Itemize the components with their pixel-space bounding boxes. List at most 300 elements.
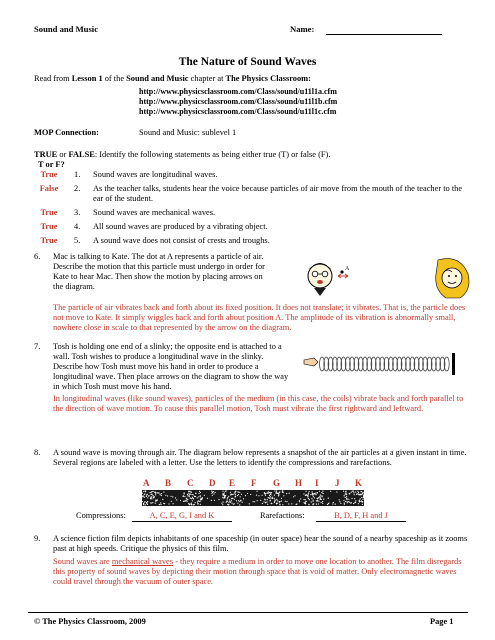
air-particle [241, 494, 242, 495]
region-letter: F [251, 478, 257, 488]
question-9-number: 9. [34, 534, 41, 543]
air-particle [267, 504, 268, 505]
air-particle [270, 496, 271, 497]
rarefactions-answer[interactable] [316, 511, 406, 522]
air-particle [333, 502, 334, 503]
mac-face-icon [308, 263, 332, 296]
air-particle [346, 498, 347, 499]
air-particle [359, 494, 360, 495]
air-particle [282, 491, 283, 492]
region-letter: H [295, 478, 303, 488]
air-particle [191, 504, 192, 505]
air-particle [152, 495, 153, 496]
air-particle [199, 493, 200, 494]
air-particle [363, 492, 364, 493]
tf-answer: True [40, 236, 58, 245]
air-particle [198, 496, 199, 497]
air-particle [317, 492, 318, 493]
air-particle [187, 494, 188, 495]
tf-instr-rest: : Identify the following statements as being either true (T) or false (F). [94, 150, 331, 159]
air-particle [322, 503, 323, 504]
air-particle [157, 492, 158, 493]
air-particle [267, 499, 268, 500]
air-particle [187, 495, 188, 496]
air-particle [146, 502, 147, 503]
air-particle [151, 491, 152, 492]
air-particle [223, 493, 224, 494]
air-particle [321, 499, 322, 500]
air-particle [316, 504, 317, 505]
air-particle [296, 503, 297, 504]
tf-statement: Sound waves are longitudinal waves. [93, 170, 218, 179]
air-particle [236, 500, 237, 501]
air-particle [312, 494, 313, 495]
air-particle [355, 491, 356, 492]
air-particle [313, 493, 314, 494]
air-particle [240, 500, 241, 501]
mechanical-waves-link[interactable]: mechanical waves [111, 557, 173, 566]
air-particle [271, 503, 272, 504]
air-particle [146, 496, 147, 497]
air-particle [188, 491, 189, 492]
air-particle [230, 492, 231, 493]
air-particle [160, 504, 161, 505]
air-particle [340, 503, 341, 504]
air-particle [345, 491, 346, 492]
air-particle [358, 494, 359, 495]
air-particle [299, 501, 300, 502]
air-particle [233, 504, 234, 505]
air-particle [311, 501, 312, 502]
air-particle [268, 492, 269, 493]
air-particle [183, 501, 184, 502]
air-particle [300, 498, 301, 499]
air-particle [173, 503, 174, 504]
air-particle [187, 499, 188, 500]
rarefactions-label: Rarefactions: [260, 511, 305, 520]
air-particle [314, 497, 315, 498]
air-particle [339, 501, 340, 502]
air-particle [274, 499, 275, 500]
air-particle [250, 494, 251, 495]
air-particle [362, 504, 363, 505]
tf-number: 1. [74, 170, 81, 179]
region-letter: A [143, 478, 150, 488]
air-particle [282, 504, 283, 505]
air-particle [308, 494, 309, 495]
question-7-answer: In longitudinal waves (like sound waves), particles of the medium (in this case, the coils) vibrate back and forth parallel to the direction of wave motion. To cause this parallel motion, Tosh must vibrate the first rightward and leftward. [53, 394, 464, 414]
air-particle [353, 503, 354, 504]
air-particle [343, 491, 344, 492]
air-particle [307, 496, 308, 497]
air-particle [239, 501, 240, 502]
air-particle [276, 499, 277, 500]
air-particle [320, 496, 321, 497]
air-particle [356, 494, 357, 495]
air-particle [207, 498, 208, 499]
air-particle [200, 504, 201, 505]
air-particle [189, 495, 190, 496]
air-particle [360, 498, 361, 499]
air-particle [222, 491, 223, 492]
air-particle [320, 498, 321, 499]
air-particle [345, 493, 346, 494]
air-particle [231, 503, 232, 504]
air-particle [277, 503, 278, 504]
question-9-text: A science fiction film depicts inhabitants of one spaceship (in outer space) hear the sound of a nearby spaceship as it zooms past at high speeds. Critique the physics of this film. [53, 534, 468, 554]
air-particle [269, 495, 270, 496]
air-particle [167, 495, 168, 496]
air-particle [343, 500, 344, 501]
air-particle [211, 491, 212, 492]
air-particle [226, 502, 227, 503]
air-particle [146, 495, 147, 496]
air-particle [195, 502, 196, 503]
air-particle [211, 500, 212, 501]
air-particle [198, 501, 199, 502]
air-particle [151, 498, 152, 499]
air-particle [168, 503, 169, 504]
tf-answer: True [40, 208, 58, 217]
footer-copyright: © The Physics Classroom, 2009 [34, 617, 146, 626]
air-particle [193, 494, 194, 495]
air-particle [165, 495, 166, 496]
url-link[interactable]: http://www.physicsclassroom.com/Class/sound/u11l1c.cfm [139, 107, 337, 116]
air-particle [161, 493, 162, 494]
air-particle [235, 491, 236, 492]
air-particle [277, 500, 278, 501]
intro-chapter: Sound and Music [126, 74, 189, 83]
air-particle [362, 499, 363, 500]
air-particle [355, 502, 356, 503]
air-particle [156, 500, 157, 501]
air-particle [272, 497, 273, 498]
air-particle [237, 503, 238, 504]
air-particle [183, 495, 184, 496]
air-particle [313, 503, 314, 504]
air-particle [281, 498, 282, 499]
air-particle [266, 501, 267, 502]
air-particle [143, 495, 144, 496]
tf-answer: False [39, 184, 59, 193]
air-particle [147, 504, 148, 505]
air-particle [330, 491, 331, 492]
air-particle [191, 498, 192, 499]
air-particle [171, 496, 172, 497]
air-particle [245, 495, 246, 496]
region-letter: K [355, 478, 363, 488]
air-particle [360, 494, 361, 495]
air-particle [319, 491, 320, 492]
air-particle [191, 492, 192, 493]
air-particle [233, 494, 234, 495]
air-particle [247, 493, 248, 494]
air-particle [271, 497, 272, 498]
air-particle [307, 495, 308, 496]
air-particle [231, 500, 232, 501]
air-particle [238, 492, 239, 493]
air-particle [353, 492, 354, 493]
name-label: Name: [290, 24, 315, 34]
air-particle [264, 499, 265, 500]
air-particle [313, 500, 314, 501]
air-particle [190, 498, 191, 499]
air-particle [308, 504, 309, 505]
air-particle [148, 495, 149, 496]
air-particle [352, 491, 353, 492]
air-particle [275, 500, 276, 501]
air-particle [321, 502, 322, 503]
air-particle [323, 493, 324, 494]
air-particle [358, 492, 359, 493]
air-particle [221, 503, 222, 504]
air-particle [312, 491, 313, 492]
air-particle [190, 494, 191, 495]
air-particle [256, 495, 257, 496]
slinky-coils [320, 357, 450, 371]
air-particle [303, 493, 304, 494]
air-particle [144, 502, 145, 503]
air-particle [315, 492, 316, 493]
air-particle [225, 491, 226, 492]
air-particle [235, 496, 236, 497]
air-particle [171, 501, 172, 502]
air-particle [223, 497, 224, 498]
label-a: A [345, 266, 350, 272]
q9-answer-pre: Sound waves are [53, 557, 112, 566]
air-particle [200, 501, 201, 502]
air-particle [257, 500, 258, 501]
air-particle [195, 493, 196, 494]
intro-site: The Physics Classroom: [225, 74, 311, 83]
air-particle [359, 500, 360, 501]
region-letter: D [209, 478, 216, 488]
air-particle [155, 494, 156, 495]
air-particle [328, 503, 329, 504]
air-particle [197, 503, 198, 504]
air-particle [152, 502, 153, 503]
air-particle [265, 493, 266, 494]
tf-statement: A sound wave does not consist of crests and troughs. [93, 236, 270, 245]
region-letter: I [315, 478, 319, 488]
air-particle [215, 492, 216, 493]
air-particle [351, 492, 352, 493]
air-particle [265, 495, 266, 496]
q9-answer-post: - they require a medium in order to move one location to another. The film disregards this property of sound waves by depicting their motion through space that is void of matter. Only electromagnetic waves could travel through the vacuum of outer space. [53, 557, 462, 587]
air-particle [308, 498, 309, 499]
air-particle [214, 500, 215, 501]
air-particle [291, 503, 292, 504]
wall-icon [452, 353, 455, 375]
air-particle [153, 491, 154, 492]
air-particle [313, 496, 314, 497]
air-particle [147, 501, 148, 502]
air-particle [274, 495, 275, 496]
air-particle [184, 492, 185, 493]
question-6-number: 6. [34, 252, 41, 261]
air-particle [267, 492, 268, 493]
air-particle [237, 495, 238, 496]
air-particle [194, 504, 195, 505]
air-particle [227, 504, 228, 505]
air-particle [228, 504, 229, 505]
region-letter: E [229, 478, 236, 488]
air-particle [281, 501, 282, 502]
intro-lesson: Lesson 1 [71, 74, 103, 83]
compressions-answer[interactable] [132, 511, 232, 522]
air-particle [212, 495, 213, 496]
air-particle [228, 502, 229, 503]
air-particle [231, 498, 232, 499]
air-particle [353, 491, 354, 492]
header-course: Sound and Music [34, 24, 99, 34]
name-blank-line[interactable] [326, 34, 442, 35]
air-particle [150, 492, 151, 493]
air-particle [197, 497, 198, 498]
air-particle [345, 497, 346, 498]
air-particle [262, 495, 263, 496]
air-particle [344, 504, 345, 505]
air-particle [346, 499, 347, 500]
tf-true-word: TRUE [34, 150, 58, 159]
intro-middle: of the [102, 74, 127, 83]
region-letter: G [273, 478, 281, 488]
compressions-label: Compressions: [76, 511, 126, 520]
air-particle [218, 499, 219, 500]
air-particle [189, 496, 190, 497]
air-particle [175, 497, 176, 498]
air-particle [224, 497, 225, 498]
air-particle [201, 499, 202, 500]
air-particle [317, 501, 318, 502]
mop-value: Sound and Music: sublevel 1 [139, 128, 237, 137]
air-particle [349, 493, 350, 494]
air-particle [188, 493, 189, 494]
air-particle [200, 492, 201, 493]
air-particle [238, 494, 239, 495]
air-particle [274, 501, 275, 502]
air-particle [184, 500, 185, 501]
air-particle [283, 495, 284, 496]
air-particle [332, 503, 333, 504]
air-particle [271, 492, 272, 493]
air-particle [305, 499, 306, 500]
air-particle [253, 501, 254, 502]
air-particle [305, 495, 306, 496]
air-particle [358, 503, 359, 504]
air-particle [306, 494, 307, 495]
air-particle [230, 494, 231, 495]
air-particle [257, 491, 258, 492]
air-particle [318, 501, 319, 502]
air-particle [144, 497, 145, 498]
intro-middle2: chapter at [188, 74, 226, 83]
air-particle [212, 492, 213, 493]
air-particle [305, 491, 306, 492]
footer-divider [28, 612, 468, 613]
url-link[interactable]: http://www.physicsclassroom.com/Class/sound/u11l1b.cfm [139, 97, 338, 106]
air-particle [315, 494, 316, 495]
air-particle [274, 498, 275, 499]
air-particle [346, 494, 347, 495]
air-particle [339, 499, 340, 500]
air-particle [308, 493, 309, 494]
air-particle [190, 491, 191, 492]
url-list [139, 87, 459, 117]
air-particle [235, 494, 236, 495]
air-particle [239, 492, 240, 493]
air-particle [299, 500, 300, 501]
air-particle [321, 495, 322, 496]
air-particle [286, 501, 287, 502]
air-particle [242, 502, 243, 503]
air-particle [249, 503, 250, 504]
air-particle [349, 502, 350, 503]
air-particle [279, 502, 280, 503]
air-particle [229, 499, 230, 500]
air-particle [262, 503, 263, 504]
air-particle [228, 496, 229, 497]
air-particle [269, 498, 270, 499]
question-9-answer [53, 557, 473, 587]
air-particle [272, 498, 273, 499]
air-particle [153, 497, 154, 498]
air-particle [309, 499, 310, 500]
air-particle [151, 496, 152, 497]
air-particle [161, 495, 162, 496]
question-7-number: 7. [34, 342, 41, 351]
air-particle [227, 497, 228, 498]
air-particle [145, 490, 146, 491]
tf-false-word: FALSE [68, 150, 95, 159]
air-particle [336, 491, 337, 492]
air-particle [188, 503, 189, 504]
air-particle [180, 500, 181, 501]
intro-text [34, 74, 474, 84]
air-particle [194, 496, 195, 497]
tf-statement: Sound waves are mechanical waves. [93, 208, 216, 217]
air-particle [328, 498, 329, 499]
intro-prefix: Read from [34, 74, 72, 83]
region-letter: C [187, 478, 194, 488]
air-particle [276, 503, 277, 504]
air-particle [344, 502, 345, 503]
air-particle [164, 503, 165, 504]
air-particle [322, 491, 323, 492]
tf-number: 2. [74, 184, 81, 193]
air-particle [310, 494, 311, 495]
air-particle [155, 493, 156, 494]
url-link[interactable]: http://www.physicsclassroom.com/Class/sound/u11l1a.cfm [139, 87, 337, 96]
tf-number: 4. [74, 222, 81, 231]
hand-icon [304, 358, 318, 366]
tf-statement: All sound waves are produced by a vibrating object. [93, 222, 268, 231]
tf-statement: As the teacher talks, students hear the voice because particles of air move from the mouth of the teacher to the ear of the student. [93, 184, 463, 204]
air-particle [192, 498, 193, 499]
air-particle [160, 502, 161, 503]
air-particle [279, 491, 280, 492]
air-particle [197, 501, 198, 502]
air-particle [289, 493, 290, 494]
air-particle [227, 498, 228, 499]
air-particle [222, 504, 223, 505]
air-particle [362, 501, 363, 502]
air-particle [187, 501, 188, 502]
air-particle [274, 490, 275, 491]
footer-page-number: Page 1 [430, 617, 454, 626]
air-particle [162, 499, 163, 500]
air-particle [309, 491, 310, 492]
